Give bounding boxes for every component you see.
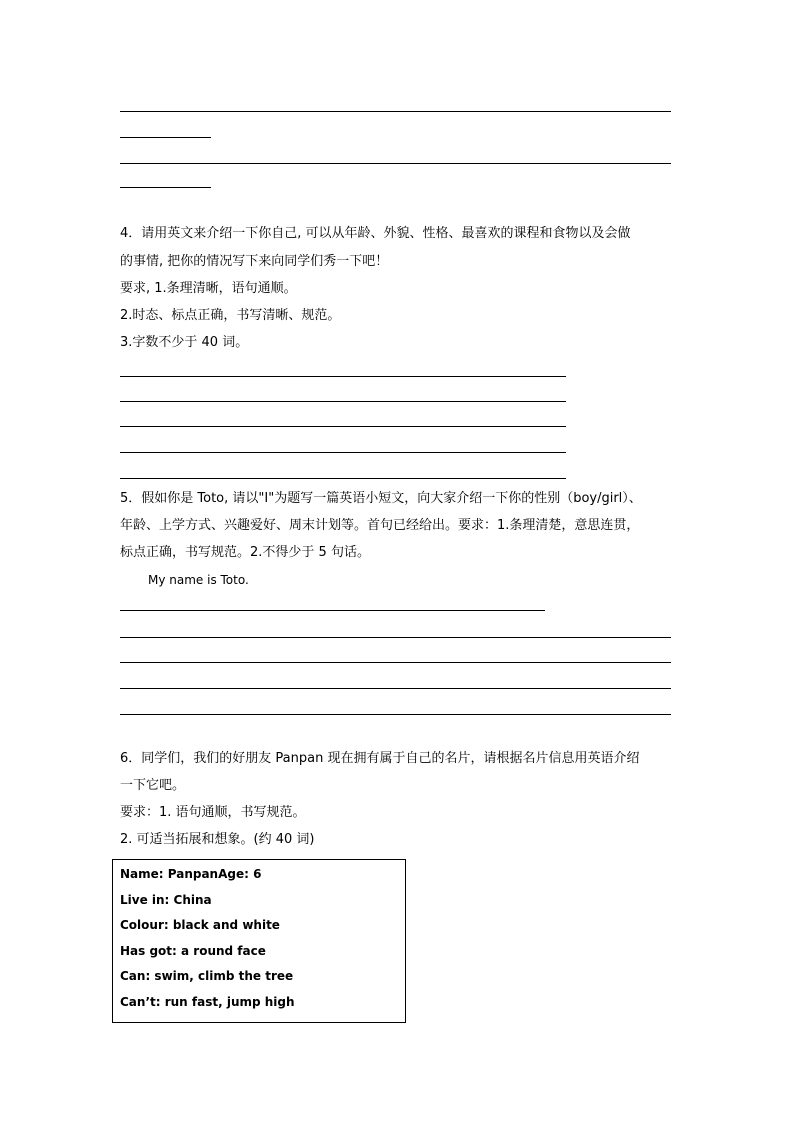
answer-line-short xyxy=(120,187,211,188)
q6-prompt-line1: 6．同学们，我们的好朋友 Panpan 现在拥有属于自己的名片，请根据名片信息用英语介绍 xyxy=(120,751,640,766)
q4-prompt-line2: 的事情, 把你的情况写下来向同学们秀一下吧！ xyxy=(120,254,389,269)
card-cant: Can’t: run fast, jump high xyxy=(120,995,295,1009)
answer-line xyxy=(120,376,566,377)
card-can: Can: swim, climb the tree xyxy=(120,969,294,983)
q6-prompt-line2: 一下它吧。 xyxy=(120,778,186,793)
q6-requirement-1: 要求：1. 语句通顺，书写规范。 xyxy=(120,805,306,820)
answer-line xyxy=(120,401,566,402)
q4-requirement-intro: 要求, 1.条理清晰，语句通顺。 xyxy=(120,281,297,296)
card-colour: Colour: black and white xyxy=(120,918,280,932)
q5-prompt-line2: 年龄、上学方式、兴趣爱好、周末计划等。首句已经给出。要求：1.条理清楚，意思连贯， xyxy=(120,518,640,533)
answer-line xyxy=(120,478,566,479)
answer-line-short xyxy=(120,137,211,138)
answer-line xyxy=(120,111,671,112)
q4-requirement-3: 3.字数不少于 40 词。 xyxy=(120,335,249,350)
answer-line xyxy=(120,163,671,164)
name-card xyxy=(112,859,406,1023)
q5-prompt-line1: 5．假如你是 Toto, 请以"I"为题写一篇英语小短文，向大家介绍一下你的性别（boy/girl）、 xyxy=(120,491,642,506)
q5-first-sentence: My name is Toto. xyxy=(148,573,249,587)
answer-line xyxy=(120,637,671,638)
card-live-in: Live in: China xyxy=(120,893,212,907)
answer-line xyxy=(120,426,566,427)
q4-requirement-2: 2.时态、标点正确，书写清晰、规范。 xyxy=(120,308,341,323)
card-name-age: Name: PanpanAge: 6 xyxy=(120,867,262,881)
answer-line xyxy=(120,714,671,715)
answer-line xyxy=(120,610,545,611)
answer-line xyxy=(120,688,671,689)
q5-prompt-line3: 标点正确，书写规范。2.不得少于 5 句话。 xyxy=(120,545,370,560)
answer-line xyxy=(120,452,566,453)
answer-line xyxy=(120,662,671,663)
q4-prompt-line1: 4．请用英文来介绍一下你自己, 可以从年龄、外貌、性格、最喜欢的课程和食物以及会做 xyxy=(120,226,631,241)
card-has-got: Has got: a round face xyxy=(120,944,266,958)
q6-requirement-2: 2. 可适当拓展和想象。(约 40 词) xyxy=(120,832,315,847)
